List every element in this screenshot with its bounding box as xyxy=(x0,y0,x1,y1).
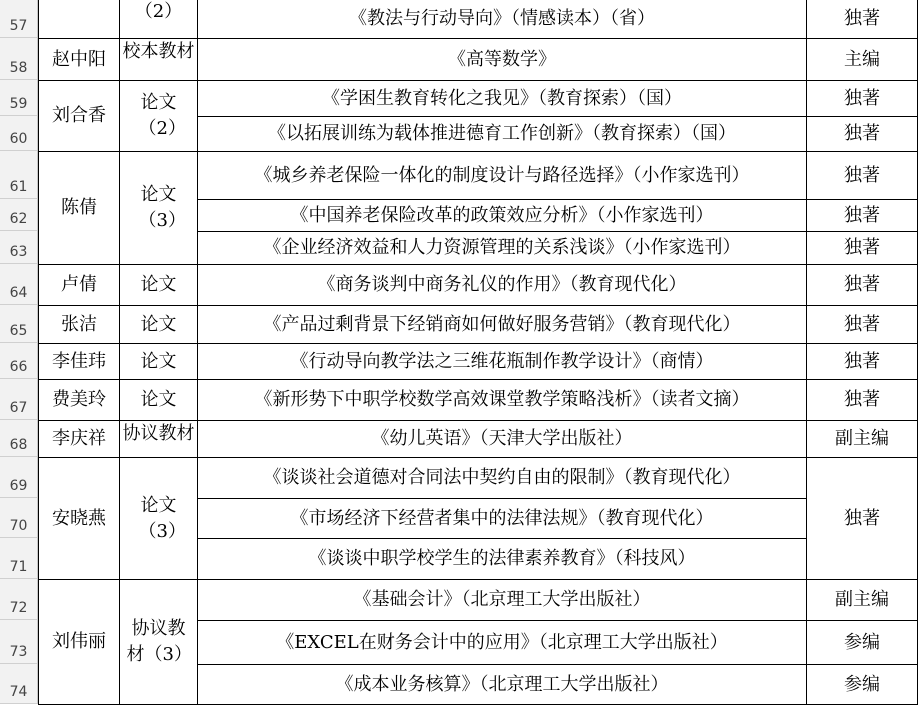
cell-title[interactable]: 《EXCEL在财务会计中的应用》（北京理工大学出版社） xyxy=(198,621,807,665)
cell-title[interactable]: 《谈谈中职学校学生的法律素养教育》（科技风） xyxy=(198,539,807,580)
cell-role[interactable]: 独著 xyxy=(807,458,918,580)
cell-type[interactable]: 论文 xyxy=(120,306,198,344)
cell-title[interactable]: 《学困生教育转化之我见》（教育探索）（国） xyxy=(198,81,807,117)
cell-role[interactable]: 独著 xyxy=(807,344,918,380)
cell-type[interactable] xyxy=(120,421,198,458)
cell-type-text: 校本教材 xyxy=(122,41,195,62)
cell-role[interactable]: 独著 xyxy=(807,152,918,200)
row-number[interactable]: 71 xyxy=(0,538,37,579)
table-row xyxy=(39,152,918,200)
table-row xyxy=(39,421,918,458)
cell-title[interactable]: 《成本业务核算》（北京理工大学出版社） xyxy=(198,665,807,705)
cell-role[interactable]: 独著 xyxy=(807,265,918,306)
cell-type-text: 论文（3） xyxy=(138,494,186,542)
row-number[interactable]: 67 xyxy=(0,379,37,420)
publications-table xyxy=(38,0,918,705)
row-number[interactable]: 64 xyxy=(0,264,37,305)
row-number[interactable]: 57 xyxy=(0,0,37,38)
cell-name[interactable]: 赵中阳 xyxy=(39,39,120,81)
cell-type-text: 协议教材（3） xyxy=(126,618,192,665)
row-number[interactable]: 59 xyxy=(0,80,37,116)
row-number[interactable]: 60 xyxy=(0,116,37,151)
cell-name[interactable] xyxy=(39,0,120,39)
cell-type[interactable] xyxy=(120,39,198,81)
cell-type[interactable] xyxy=(120,81,198,152)
row-number[interactable]: 65 xyxy=(0,305,37,343)
cell-title[interactable]: 《中国养老保险改革的政策效应分析》（小作家选刊） xyxy=(198,200,807,232)
cell-name[interactable]: 安晓燕 xyxy=(39,458,120,580)
cell-title[interactable]: 《市场经济下经营者集中的法律法规》（教育现代化） xyxy=(198,499,807,539)
cell-name[interactable]: 费美玲 xyxy=(39,380,120,421)
cell-title[interactable]: 《高等数学》 xyxy=(198,39,807,81)
cell-role[interactable]: 独著 xyxy=(807,380,918,421)
row-number[interactable]: 74 xyxy=(0,664,37,704)
cell-title[interactable]: 《谈谈社会道德对合同法中契约自由的限制》（教育现代化） xyxy=(198,458,807,499)
row-number[interactable]: 69 xyxy=(0,457,37,498)
cell-title[interactable]: 《行动导向教学法之三维花瓶制作教学设计》（商情） xyxy=(198,344,807,380)
table-row xyxy=(39,81,918,117)
cell-role[interactable]: 独著 xyxy=(807,200,918,232)
row-number[interactable]: 62 xyxy=(0,199,37,231)
cell-role[interactable]: 副主编 xyxy=(807,421,918,458)
table-row xyxy=(39,306,918,344)
cell-type-text: 协议教材 xyxy=(122,423,195,444)
row-number[interactable]: 66 xyxy=(0,343,37,379)
table-row xyxy=(39,380,918,421)
cell-title[interactable]: 《新形势下中职学校数学高效课堂教学策略浅析》（读者文摘） xyxy=(198,380,807,421)
cell-name[interactable]: 张洁 xyxy=(39,306,120,344)
cell-type[interactable]: （2） xyxy=(120,0,198,39)
cell-role[interactable]: 独著 xyxy=(807,232,918,265)
cell-role[interactable]: 主编 xyxy=(807,39,918,81)
table-row xyxy=(39,39,918,81)
cell-role[interactable]: 独著 xyxy=(807,117,918,152)
row-number[interactable]: 61 xyxy=(0,151,37,199)
cell-title[interactable]: 《教法与行动导向》（情感读本）（省） xyxy=(198,0,807,39)
row-number[interactable]: 58 xyxy=(0,38,37,80)
cell-role[interactable]: 参编 xyxy=(807,621,918,665)
cell-role[interactable]: 独著 xyxy=(807,81,918,117)
cell-name[interactable]: 李佳玮 xyxy=(39,344,120,380)
cell-type[interactable]: 论文 xyxy=(120,265,198,306)
cell-title[interactable]: 《产品过剩背景下经销商如何做好服务营销》（教育现代化） xyxy=(198,306,807,344)
cell-type[interactable] xyxy=(120,458,198,580)
cell-type-text: 论文（2） xyxy=(138,92,186,139)
table-row xyxy=(39,344,918,380)
cell-name[interactable]: 刘合香 xyxy=(39,81,120,152)
cell-title[interactable]: 《幼儿英语》（天津大学出版社） xyxy=(198,421,807,458)
cell-title[interactable]: 《企业经济效益和人力资源管理的关系浅谈》（小作家选刊） xyxy=(198,232,807,265)
cell-name[interactable]: 李庆祥 xyxy=(39,421,120,458)
table-row xyxy=(39,265,918,306)
cell-type[interactable]: 论文 xyxy=(120,380,198,421)
cell-role[interactable]: 独著 xyxy=(807,306,918,344)
table-row xyxy=(39,458,918,499)
cell-role[interactable]: 副主编 xyxy=(807,580,918,621)
cell-role[interactable]: 独著 xyxy=(807,0,918,39)
cell-role[interactable]: 参编 xyxy=(807,665,918,705)
cell-title[interactable]: 《以拓展训练为载体推进德育工作创新》（教育探索）（国） xyxy=(198,117,807,152)
row-number[interactable]: 68 xyxy=(0,420,37,457)
cell-title[interactable]: 《商务谈判中商务礼仪的作用》（教育现代化） xyxy=(198,265,807,306)
row-number[interactable]: 70 xyxy=(0,498,37,538)
cell-title[interactable]: 《城乡养老保险一体化的制度设计与路径选择》（小作家选刊） xyxy=(198,152,807,200)
row-header-column xyxy=(0,0,38,704)
row-number[interactable]: 72 xyxy=(0,579,37,620)
row-number[interactable]: 73 xyxy=(0,620,37,664)
cell-name[interactable]: 卢倩 xyxy=(39,265,120,306)
cell-type[interactable] xyxy=(120,152,198,265)
cell-name[interactable]: 陈倩 xyxy=(39,152,120,265)
cell-title[interactable]: 《基础会计》（北京理工大学出版社） xyxy=(198,580,807,621)
table-row xyxy=(39,0,918,39)
cell-type[interactable] xyxy=(120,580,198,705)
cell-name[interactable]: 刘伟丽 xyxy=(39,580,120,705)
cell-type[interactable]: 论文 xyxy=(120,344,198,380)
cell-type-text: 论文（3） xyxy=(138,184,186,231)
row-number[interactable]: 63 xyxy=(0,231,37,264)
table-row xyxy=(39,580,918,621)
